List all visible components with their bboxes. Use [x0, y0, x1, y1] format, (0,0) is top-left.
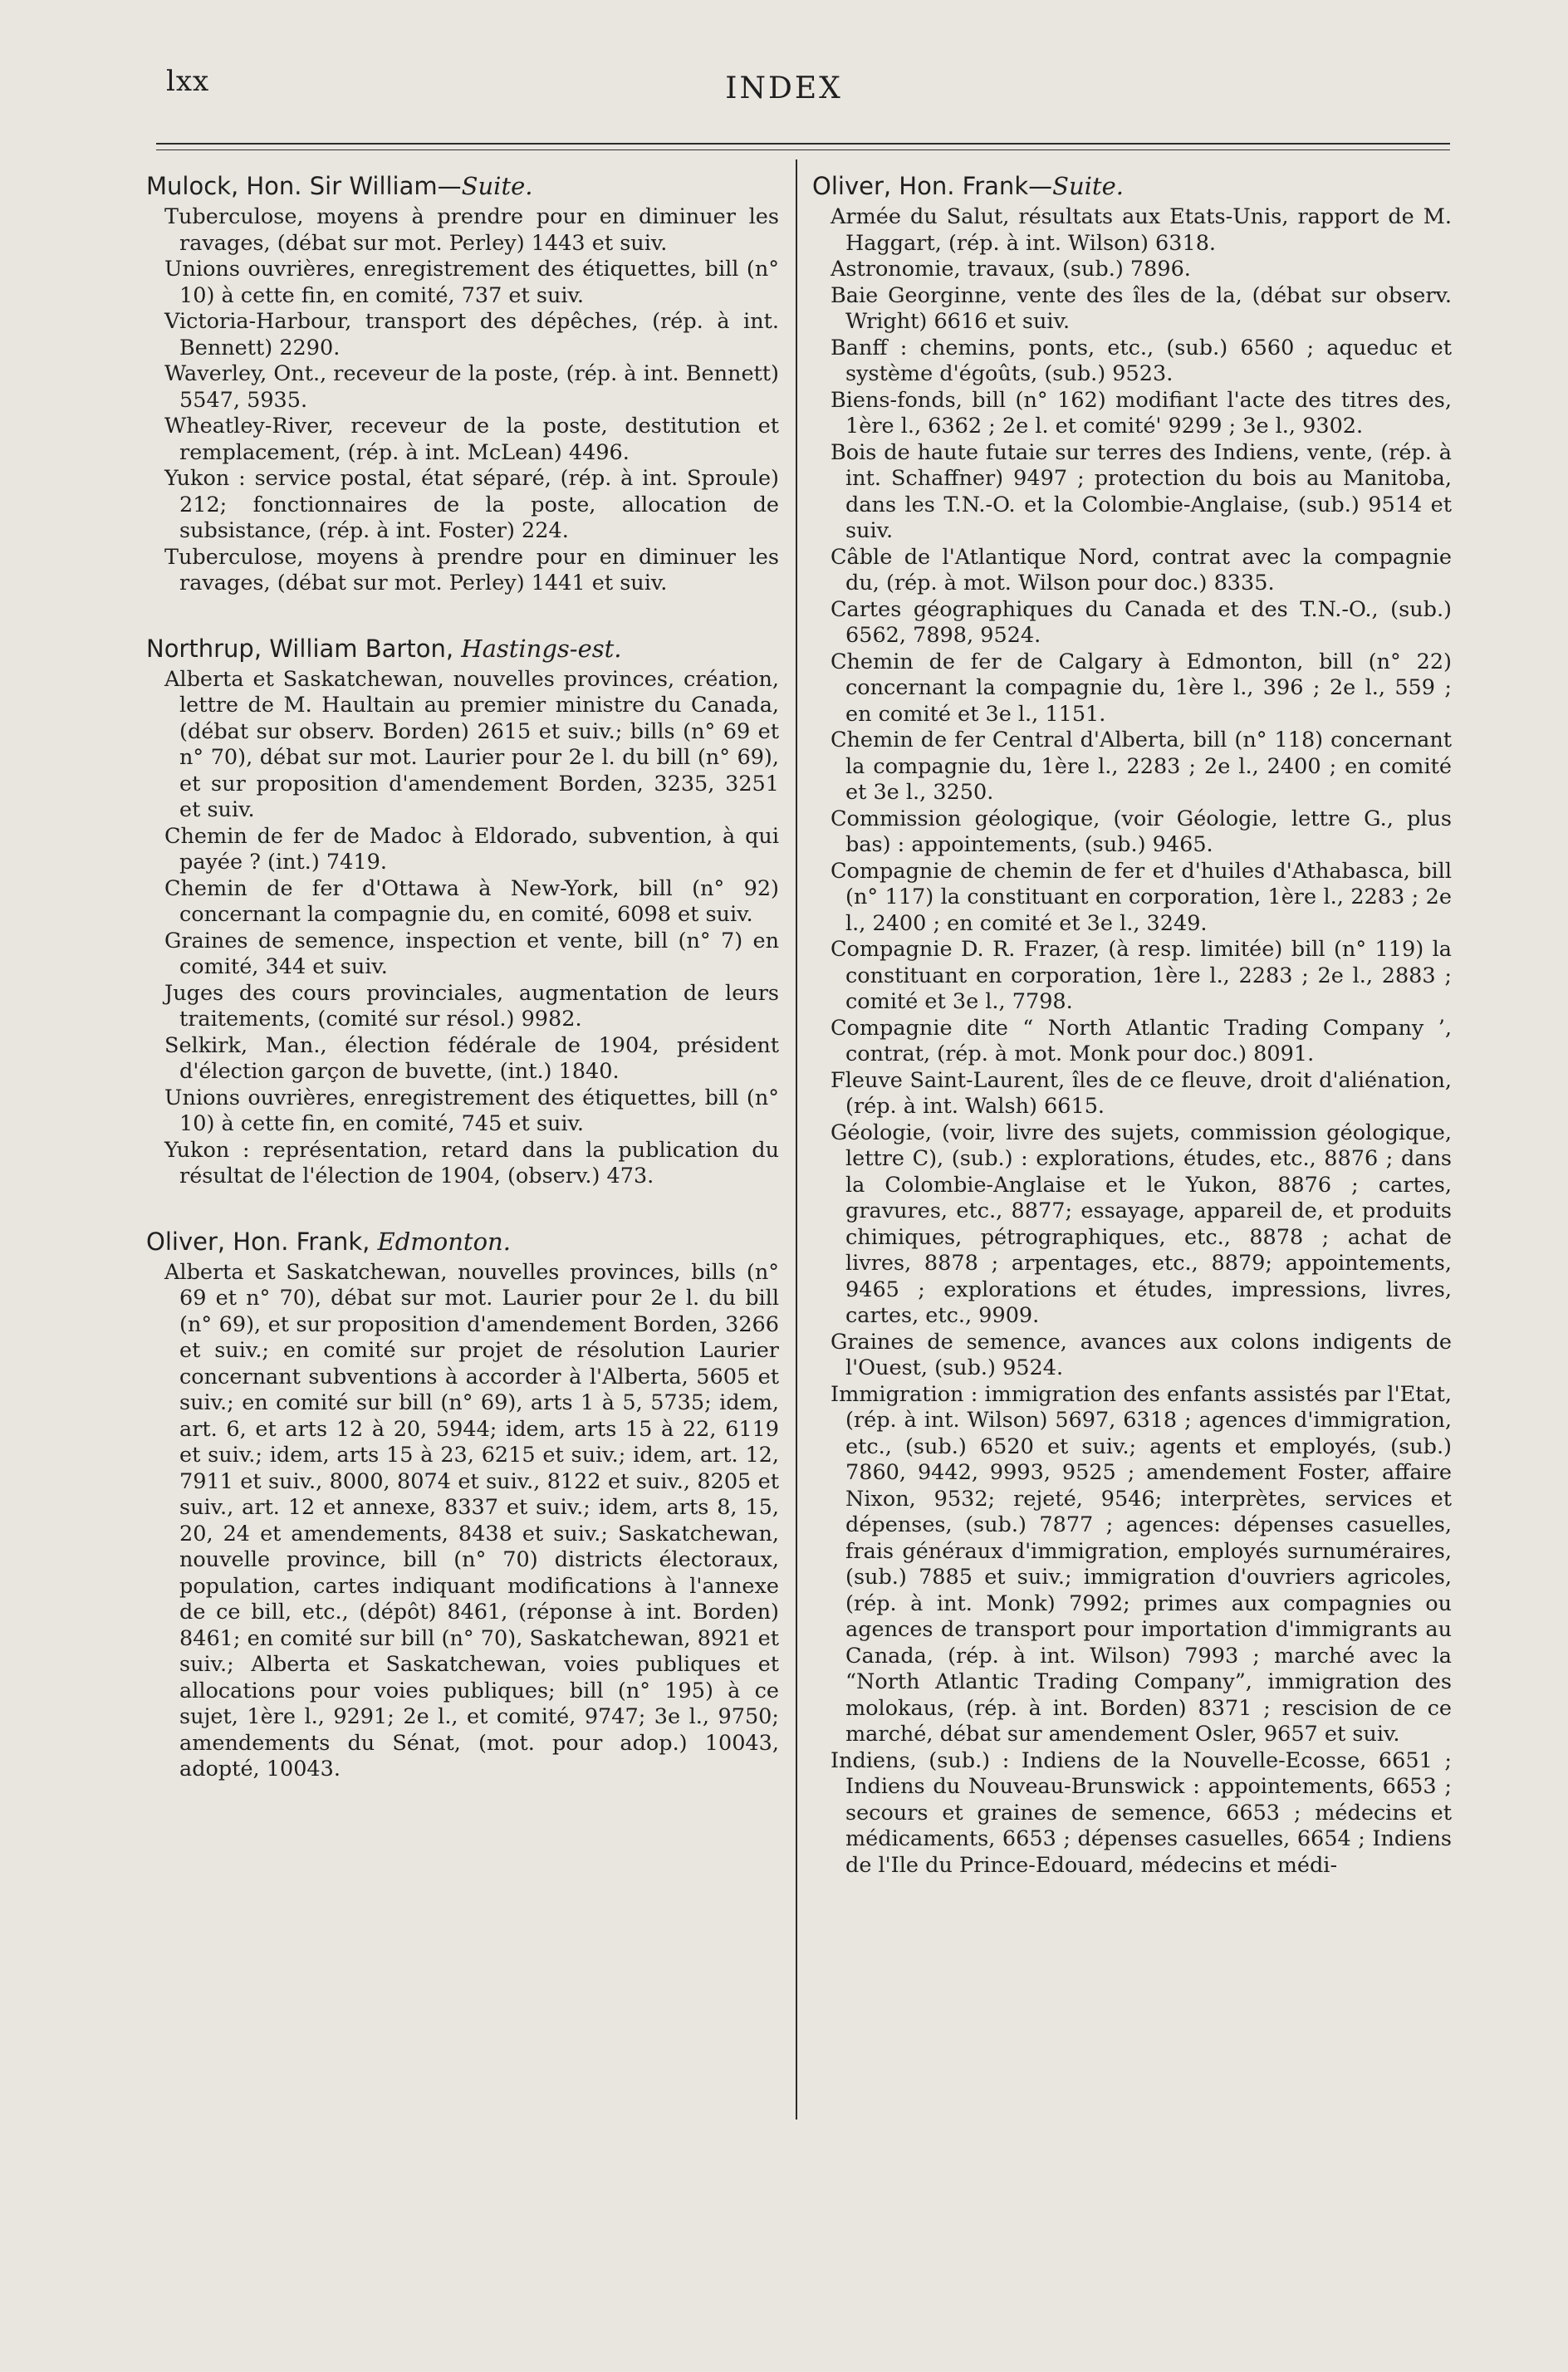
index-entry: Immigration : immigration des enfants assistés par l'Etat, (rép. à int. Wilson) 5697, 6318 ; agences d'immigration, etc., (sub.) 6520 et suiv.; agents et employés, (sub.) 7860, 9442, 9993, 9525 ; amendement Foster, affaire Nixon, 9532; rejeté, 9546; interprètes, services et dépenses, (sub.) 7877 ; agences: dépenses casuelles, frais généraux d'immigration, employés surnuméraires, (sub.) 7885 et suiv.; immigration d'ouvriers agricoles, (rép. à int. Monk) 7992; primes aux compagnies ou agences de transport pour importation d'immigrants au Canada, (rép. à int. Wilson) 7993 ; marché avec la “North Atlantic Trading Company”, immigration des molokaus, (rép. à int. Borden) 8371 ; rescision de ce marché, débat sur amendement Osler, 9657 et suiv.	[831, 1381, 1452, 1747]
index-entry: Chemin de fer de Madoc à Eldorado, subvention, à qui payée ? (int.) 7419.	[164, 823, 779, 875]
oliver-suite-entries	[812, 204, 1452, 1879]
index-entry: Commission géologique, (voir Géologie, lettre G., plus bas) : appointements, (sub.) 9465.	[831, 806, 1452, 857]
northrup-entries	[146, 667, 779, 1190]
oliver-entries	[146, 1260, 779, 1783]
index-entry: Chemin de fer de Calgary à Edmonton, bill (n° 22) concernant la compagnie du, 1ère l., 396 ; 2e l., 559 ; en comité et 3e l., 1151.	[831, 649, 1452, 727]
index-entry: Alberta et Saskatchewan, nouvelles provinces, bills (n° 69 et n° 70), débat sur mot. Laurier pour 2e l. du bill (n° 69), et sur proposition d'amendement Borden, 3266 et suiv.; en comité sur projet de résolution Laurier concernant subventions à accorder à l'Alberta, 5605 et suiv.; en comité sur bill (n° 69), arts 1 à 5, 5735; idem, art. 6, et arts 12 à 20, 5944; idem, arts 15 à 22, 6119 et suiv.; idem, arts 15 à 23, 6215 et suiv.; idem, art. 12, 7911 et suiv., 8000, 8074 et suiv., 8122 et suiv., 8205 et suiv., art. 12 et annexe, 8337 et suiv.; idem, arts 8, 15, 20, 24 et amendements, 8438 et suiv.; Saskatchewan, nouvelle province, bill (n° 70) districts électoraux, population, cartes indiquant modifications à l'annexe de ce bill, etc., (dépôt) 8461, (réponse à int. Borden) 8461; en comité sur bill (n° 70), Saskatchewan, 8921 et suiv.; Alberta et Saskatchewan, voies publiques et allocations pour voies publiques; bill (n° 195) à ce sujet, 1ère l., 9291; 2e l., et comité, 9747; 3e l., 9750; amendements du Sénat, (mot. pour adop.) 10043, adopté, 10043.	[164, 1259, 779, 1781]
entry-heading-oliver: Oliver, Hon. Frank, Edmonton.	[146, 1227, 511, 1256]
index-entry: Armée du Salut, résultats aux Etats-Unis, rapport de M. Haggart, (rép. à int. Wilson) 6318.	[831, 204, 1452, 256]
index-entry: Tuberculose, moyens à prendre pour en diminuer les ravages, (débat sur mot. Perley) 1441 et suiv.	[164, 544, 779, 595]
index-entry: Juges des cours provinciales, augmentation de leurs traitements, (comité sur résol.) 9982.	[164, 980, 779, 1032]
left-column	[146, 163, 779, 1783]
page-number: lxx	[166, 65, 210, 98]
index-entry: Tuberculose, moyens à prendre pour en diminuer les ravages, (débat sur mot. Perley) 1443 et suiv.	[164, 204, 779, 256]
header-rule	[156, 143, 1450, 145]
index-entry: Baie Georginne, vente des îles de la, (débat sur observ. Wright) 6616 et suiv.	[831, 282, 1452, 334]
entry-heading-mulock: Mulock, Hon. Sir William—Suite.	[146, 172, 533, 200]
index-entry: Unions ouvrières, enregistrement des étiquettes, bill (n° 10) à cette fin, en comité, 737 et suiv.	[164, 257, 779, 308]
mulock-entries	[146, 204, 779, 597]
index-entry: Indiens, (sub.) : Indiens de la Nouvelle-Ecosse, 6651 ; Indiens du Nouveau-Brunswick : appointements, 6653 ; secours et graines de semence, 6653 ; médecins et médicaments, 6653 ; dépenses casuelles, 6654 ; Indiens de l'Ile du Prince-Edouard, médecins et médi-	[831, 1747, 1452, 1878]
index-entry: Yukon : service postal, état séparé, (rép. à int. Sproule) 212; fonctionnaires de la poste, allocation de subsistance, (rép. à int. Foster) 224.	[164, 466, 779, 543]
index-entry: Compagnie de chemin de fer et d'huiles d'Athabasca, bill (n° 117) la constituant en corporation, 1ère l., 2283 ; 2e l., 2400 ; en comité et 3e l., 3249.	[831, 858, 1452, 936]
column-divider	[796, 159, 797, 2120]
index-entry: Cartes géographiques du Canada et des T.N.-O., (sub.) 6562, 7898, 9524.	[831, 596, 1452, 648]
index-entry: Géologie, (voir, livre des sujets, commission géologique, lettre C), (sub.) : explorations, études, etc., 8876 ; dans la Colombie-Anglaise et le Yukon, 8876 ; cartes, gravures, etc., 8877; essayage, appareil de, et produits chimiques, pétrographiques, etc., 8878 ; achat de livres, 8878 ; arpentages, etc., 8879; appointements, 9465 ; explorations et études, impressions, livres, cartes, etc., 9909.	[831, 1120, 1452, 1328]
index-entry: Unions ouvrières, enregistrement des étiquettes, bill (n° 10) à cette fin, en comité, 745 et suiv.	[164, 1085, 779, 1136]
index-entry: Wheatley-River, receveur de la poste, destitution et remplacement, (rép. à int. McLean) 4496.	[164, 414, 779, 465]
index-entry: Banff : chemins, ponts, etc., (sub.) 6560 ; aqueduc et système d'égoûts, (sub.) 9523.	[831, 335, 1452, 386]
index-entry: Biens-fonds, bill (n° 162) modifiant l'acte des titres des, 1ère l., 6362 ; 2e l. et comité' 9299 ; 3e l., 9302.	[831, 387, 1452, 439]
index-entry: Selkirk, Man., élection fédérale de 1904, président d'élection garçon de buvette, (int.) 1840.	[164, 1032, 779, 1084]
index-entry: Compagnie D. R. Frazer, (à resp. limitée) bill (n° 119) la constituant en corporation, 1ère l., 2283 ; 2e l., 2883 ; comité et 3e l., 7798.	[831, 937, 1452, 1014]
header-rule-thin	[156, 149, 1450, 150]
running-head: INDEX	[725, 71, 843, 105]
index-entry: Astronomie, travaux, (sub.) 7896.	[831, 257, 1191, 282]
entry-heading-oliver-suite: Oliver, Hon. Frank—Suite.	[812, 172, 1124, 200]
index-entry: Compagnie dite “ North Atlantic Trading Company ’, contrat, (rép. à mot. Monk pour doc.) 8091.	[831, 1015, 1452, 1066]
index-entry: Câble de l'Atlantique Nord, contrat avec la compagnie du, (rép. à mot. Wilson pour doc.) 8335.	[831, 544, 1452, 595]
right-column	[812, 163, 1452, 1879]
index-entry: Alberta et Saskatchewan, nouvelles provinces, création, lettre de M. Haultain au premier ministre du Canada, (débat sur observ. Borden) 2615 et suiv.; bills (n° 69 et n° 70), débat sur mot. Laurier pour 2e l. du bill (n° 69), et sur proposition d'amendement Borden, 3235, 3251 et suiv.	[164, 666, 779, 822]
index-entry: Bois de haute futaie sur terres des Indiens, vente, (rép. à int. Schaffner) 9497 ; protection du bois au Manitoba, dans les T.N.-O. et la Colombie-Anglaise, (sub.) 9514 et suiv.	[831, 439, 1452, 543]
index-entry: Waverley, Ont., receveur de la poste, (rép. à int. Bennett) 5547, 5935.	[164, 361, 779, 413]
entry-heading-northrup: Northrup, William Barton, Hastings-est.	[146, 634, 622, 663]
index-entry: Chemin de fer Central d'Alberta, bill (n° 118) concernant la compagnie du, 1ère l., 2283 ; 2e l., 2400 ; en comité et 3e l., 3250.	[831, 728, 1452, 805]
index-entry: Chemin de fer d'Ottawa à New-York, bill (n° 92) concernant la compagnie du, en comité, 6098 et suiv.	[164, 875, 779, 927]
index-entry: Victoria-Harbour, transport des dépêches, (rép. à int. Bennett) 2290.	[164, 309, 779, 360]
index-entry: Fleuve Saint-Laurent, îles de ce fleuve, droit d'aliénation, (rép. à int. Walsh) 6615.	[831, 1067, 1452, 1119]
index-entry: Graines de semence, inspection et vente, bill (n° 7) en comité, 344 et suiv.	[164, 928, 779, 979]
index-entry: Graines de semence, avances aux colons indigents de l'Ouest, (sub.) 9524.	[831, 1329, 1452, 1380]
index-entry: Yukon : représentation, retard dans la publication du résultat de l'élection de 1904, (observ.) 473.	[164, 1137, 779, 1188]
